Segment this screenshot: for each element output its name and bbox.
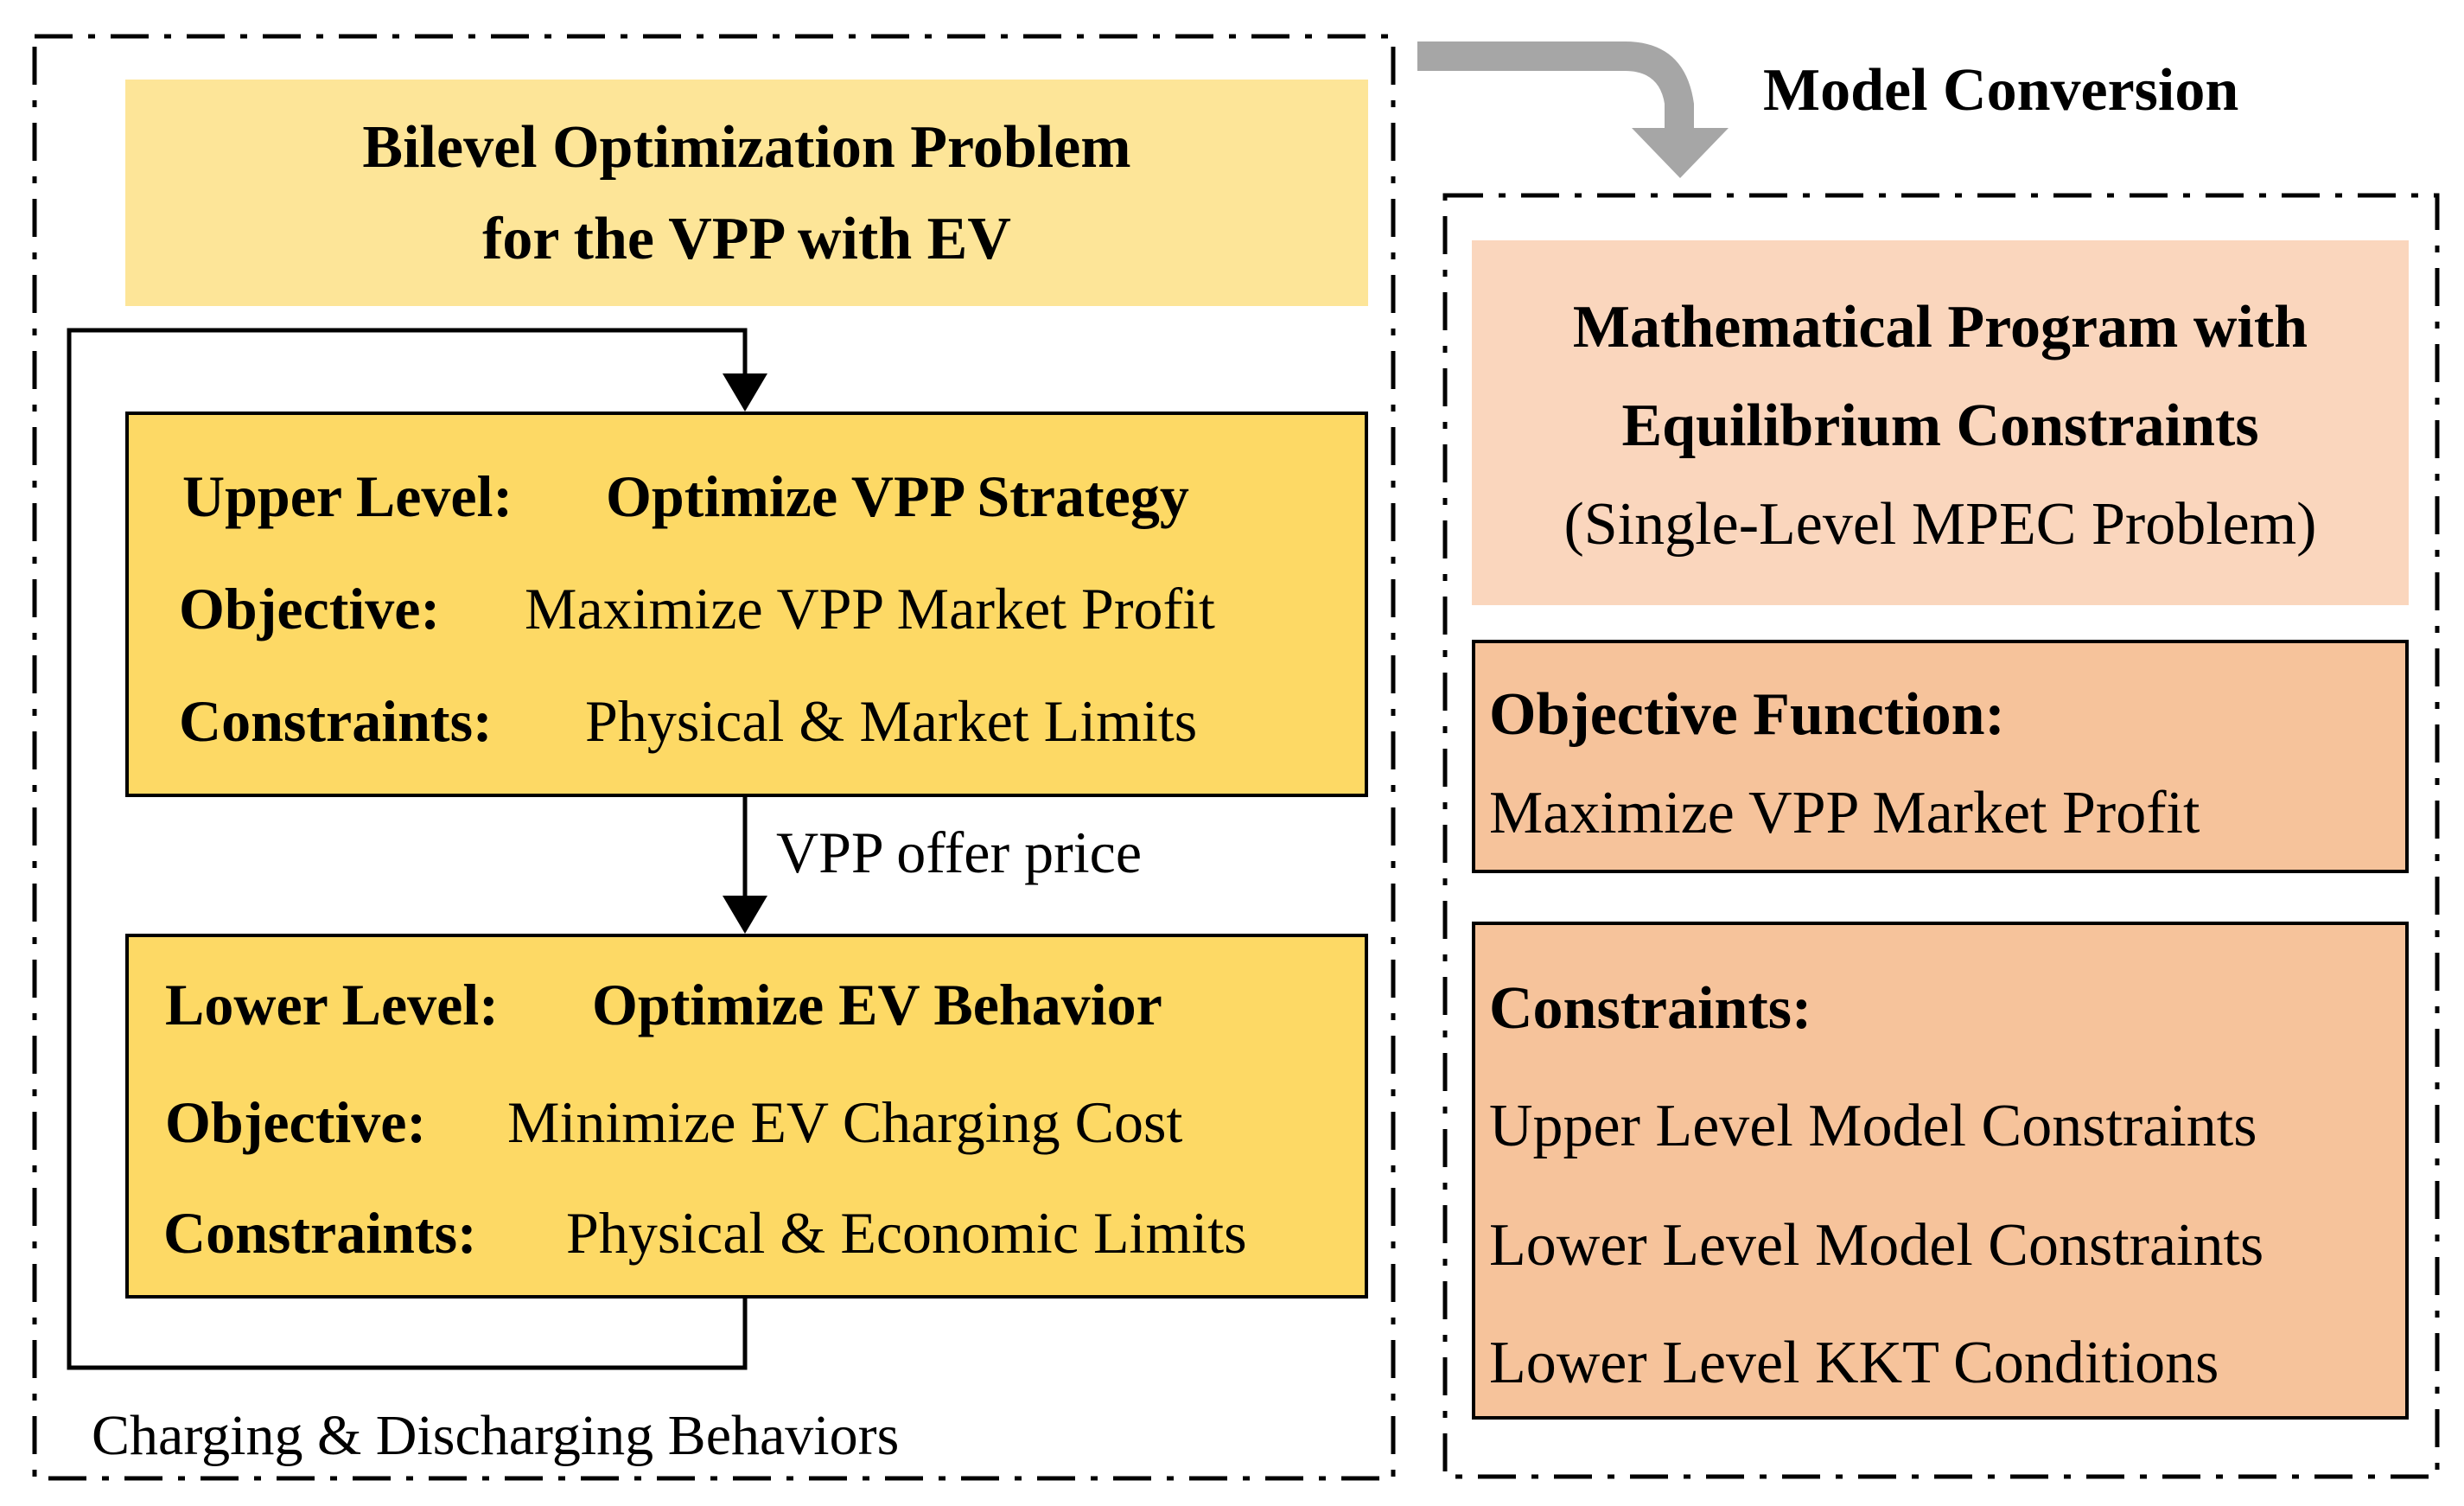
constraints-box bbox=[1472, 922, 2409, 1420]
bilevel-title-line2: for the VPP with EV bbox=[482, 206, 1011, 272]
mpec-title-line1: Mathematical Program with bbox=[1572, 294, 2308, 361]
model-conversion-label: Model Conversion bbox=[1763, 57, 2239, 124]
lower-heading-value: Optimize EV Behavior bbox=[592, 972, 1162, 1037]
offer-price-arrowhead bbox=[723, 896, 767, 934]
lower-objective-key: Objective: bbox=[165, 1089, 427, 1155]
feedback-label: Charging & Discharging Behaviors bbox=[92, 1404, 900, 1467]
lower-level-box bbox=[125, 934, 1368, 1299]
conversion-arrow-body bbox=[1417, 41, 1694, 131]
upper-level-box bbox=[125, 412, 1368, 797]
objective-function-value: Maximize VPP Market Profit bbox=[1489, 780, 2200, 846]
bilevel-title-box bbox=[125, 80, 1368, 306]
lower-objective-value: Minimize EV Charging Cost bbox=[507, 1089, 1183, 1155]
lower-heading-key: Lower Level: bbox=[165, 972, 499, 1037]
constraint-item-kkt: Lower Level KKT Conditions bbox=[1489, 1330, 2219, 1396]
constraint-item-lower: Lower Level Model Constraints bbox=[1489, 1212, 2264, 1279]
bilevel-title-line1: Bilevel Optimization Problem bbox=[362, 114, 1131, 181]
upper-objective-key: Objective: bbox=[179, 576, 441, 641]
feedback-arrowhead bbox=[723, 373, 767, 412]
mpec-title-box bbox=[1472, 240, 2409, 605]
upper-objective-value: Maximize VPP Market Profit bbox=[525, 576, 1215, 641]
mpec-title-line3: (Single-Level MPEC Problem) bbox=[1563, 491, 2317, 558]
lower-constraints-key: Constraints: bbox=[163, 1200, 477, 1266]
upper-heading-value: Optimize VPP Strategy bbox=[606, 463, 1189, 529]
constraint-item-upper: Upper Level Model Constraints bbox=[1489, 1093, 2257, 1159]
mpec-title-line2: Equilibrium Constraints bbox=[1621, 392, 2259, 459]
lower-constraints-value: Physical & Economic Limits bbox=[566, 1200, 1247, 1266]
upper-constraints-value: Physical & Market Limits bbox=[585, 688, 1198, 754]
constraints-heading: Constraints: bbox=[1489, 975, 1812, 1042]
upper-constraints-key: Constraints: bbox=[179, 688, 493, 754]
upper-heading-key: Upper Level: bbox=[182, 463, 513, 529]
objective-function-heading: Objective Function: bbox=[1489, 681, 2005, 748]
offer-price-label: VPP offer price bbox=[776, 820, 1143, 885]
conversion-arrowhead bbox=[1632, 128, 1729, 178]
objective-function-box bbox=[1472, 640, 2409, 873]
